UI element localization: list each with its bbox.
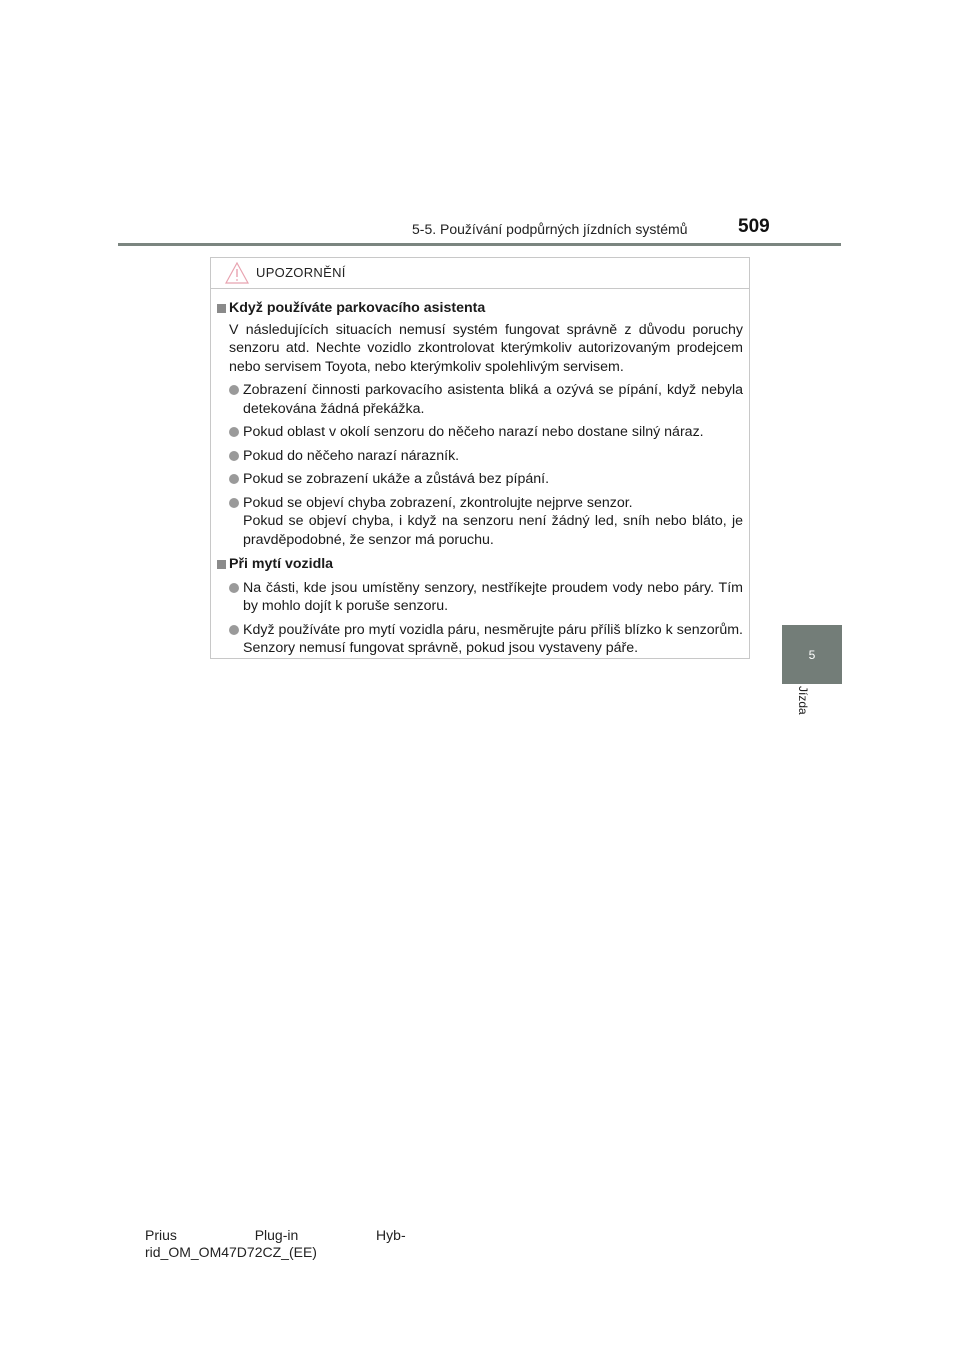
footer-manual-id-line1: Prius Plug-in Hyb- xyxy=(145,1227,406,1243)
list-item: Když používáte pro mytí vozidla páru, nesměrujte páru příliš blízko k senzorům. Senzory nemusí fungovat správně, pokud jsou vystaveny páře. xyxy=(229,621,743,658)
warning-triangle-icon xyxy=(225,262,249,284)
list-item: Zobrazení činnosti parkovacího asistenta bliká a ozývá se pípání, když nebyla detekována žádná překážka. xyxy=(229,381,743,418)
list-item: Pokud oblast v okolí senzoru do něčeho narazí nebo dostane silný náraz. xyxy=(229,423,743,442)
list-item: Pokud do něčeho narazí nárazník. xyxy=(229,447,743,466)
footer-manual-id-line2: rid_OM_OM47D72CZ_(EE) xyxy=(145,1244,317,1260)
caution-body xyxy=(211,289,749,658)
chapter-label: Jízda xyxy=(796,686,810,715)
caution-header xyxy=(211,258,749,289)
round-bullet-icon xyxy=(229,474,239,484)
page-number: 509 xyxy=(738,216,770,237)
round-bullet-icon xyxy=(229,498,239,508)
list-item: Na části, kde jsou umístěny senzory, nestříkejte proudem vody nebo páry. Tím by mohlo dojít k poruše senzoru. xyxy=(229,579,743,616)
chapter-number: 5 xyxy=(808,647,816,662)
square-bullet-icon xyxy=(217,560,226,569)
list-item: Pokud se objeví chyba zobrazení, zkontrolujte nejprve senzor. Pokud se objeví chyba, i když na senzoru není žádný led, sníh nebo bláto, je pravděpodobné, že senzor má poruchu. xyxy=(229,494,743,550)
section-intro: V následujících situacích nemusí systém fungovat správně z důvodu poruchy senzoru atd. Nechte vozidlo zkontrolovat kterýmkoliv autorizovaným prodejcem nebo servisem Toyota, nebo kterýmkoliv spolehlivým servisem. xyxy=(229,321,743,375)
caution-title: UPOZORNĚNÍ xyxy=(256,265,346,280)
section-heading-parking-assist: Když používáte parkovacího asistenta xyxy=(217,299,743,318)
round-bullet-icon xyxy=(229,625,239,635)
round-bullet-icon xyxy=(229,385,239,395)
round-bullet-icon xyxy=(229,583,239,593)
square-bullet-icon xyxy=(217,304,226,313)
section-heading-car-wash: Při mytí vozidla xyxy=(217,555,743,574)
section-title: 5-5. Používání podpůrných jízdních systémů xyxy=(412,221,688,237)
header-divider xyxy=(118,243,841,246)
caution-box xyxy=(210,257,750,659)
round-bullet-icon xyxy=(229,427,239,437)
round-bullet-icon xyxy=(229,451,239,461)
list-item: Pokud se zobrazení ukáže a zůstává bez pípání. xyxy=(229,470,743,489)
chapter-tab[interactable] xyxy=(782,625,842,684)
